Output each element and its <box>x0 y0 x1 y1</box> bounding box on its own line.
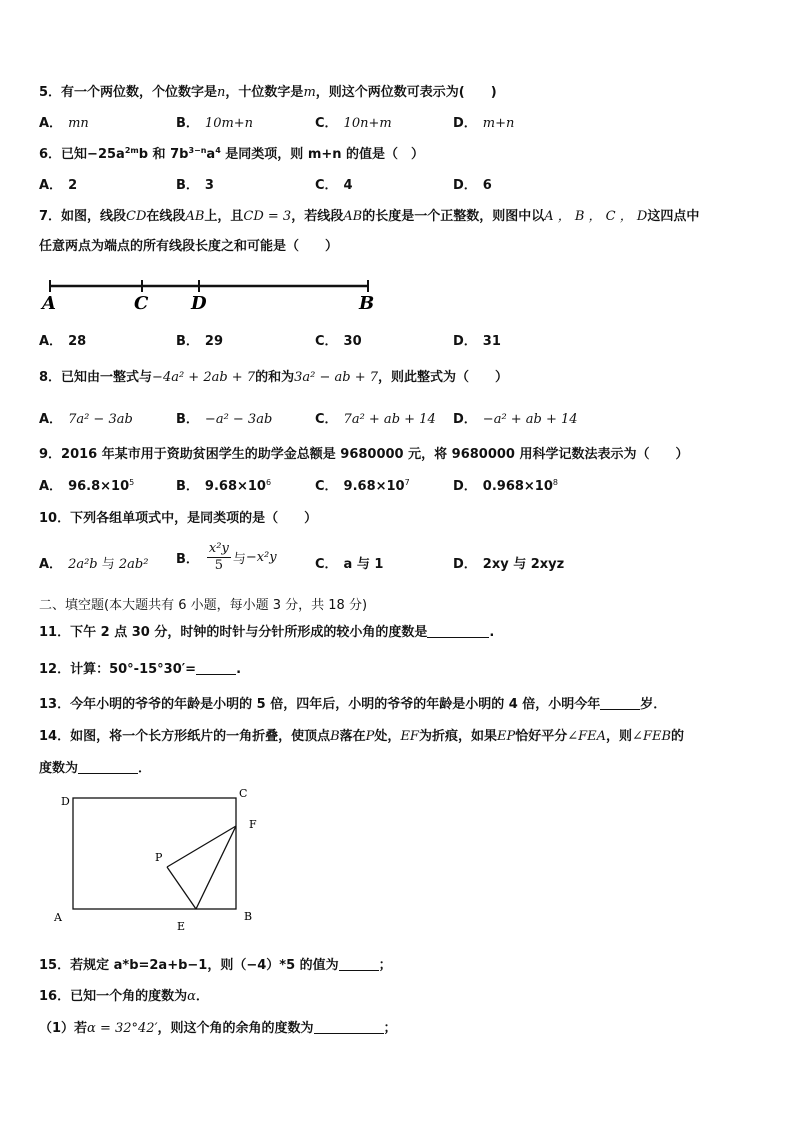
q7-stem-line1: 7．如图，线段CD在线段AB上，且CD = 3，若线段AB的长度是一个正整数，则图中以A ， B ， C ， D这四点中 <box>39 209 700 224</box>
q10-option-c[interactable]: C． a 与 1 <box>315 557 384 572</box>
label-a: A <box>42 293 56 314</box>
q8-stem: 8．已知由一整式与−4a² + 2ab + 7的和为3a² − ab + 7，则此整式为（ ） <box>39 370 509 385</box>
q8-option-a[interactable]: A． 7a² − 3ab <box>39 412 133 427</box>
segment-pe <box>167 867 196 909</box>
q7-option-b[interactable]: B． 29 <box>176 334 224 349</box>
q7-option-d[interactable]: D． 31 <box>453 334 501 349</box>
q12-answer-blank[interactable] <box>196 661 236 675</box>
q15-stem: 15．若规定 a*b=2a+b−1，则（−4）*5 的值为 ； <box>39 958 392 973</box>
q10-option-a[interactable]: A． 2a²b 与 2ab² <box>39 557 149 572</box>
q6-option-b[interactable]: B． 3 <box>176 178 214 193</box>
q13-stem: 13．今年小明的爷爷的年龄是小明的 5 倍，四年后，小明的爷爷的年龄是小明的 4 倍，小明今年 岁． <box>39 697 667 712</box>
q10-stem: 10．下列各组单项式中，是同类项的是（ ） <box>39 511 318 526</box>
label-a: A <box>54 911 62 924</box>
q15-answer-blank[interactable] <box>339 957 379 971</box>
q7-option-c[interactable]: C． 30 <box>315 334 362 349</box>
q16-part1-answer-blank[interactable] <box>314 1020 384 1034</box>
q16-part1: （1）若α = 32°42′，则这个角的余角的度数为 ； <box>39 1021 397 1036</box>
label-d: D <box>191 293 207 314</box>
q9-option-b[interactable]: B． $9.68\times 10^6$ <box>176 478 272 494</box>
q14-answer-blank[interactable] <box>78 760 138 774</box>
q7-option-a[interactable]: A． 28 <box>39 334 87 349</box>
segment-diagram <box>36 274 386 316</box>
q5-option-a[interactable]: A． mn <box>39 116 89 131</box>
folded-rectangle-diagram <box>48 784 280 936</box>
q11-stem: 11．下午 2 点 30 分，时钟的时针与分针所形成的较小角的度数是 . <box>39 625 495 640</box>
q9-option-c[interactable]: C． $9.68\times 10^7$ <box>315 478 410 494</box>
q14-stem-line1: 14．如图，将一个长方形纸片的一角折叠，使顶点B落在P处，EF为折痕，如果EP恰好平分∠FEA，则∠FEB的 <box>39 729 685 744</box>
q8-option-b[interactable]: B． −a² − 3ab <box>176 412 273 427</box>
q5-stem: 5．有一个两位数，个位数字是n，十位数字是m，则这个两位数可表示为( ) <box>39 85 497 100</box>
label-b: B <box>244 910 253 923</box>
q12-stem: 12．计算：50°-15°30′= . <box>39 662 242 677</box>
label-c: C <box>134 293 149 314</box>
label-e: E <box>177 920 186 933</box>
q14-stem-line2: 度数为 ． <box>39 761 152 776</box>
q16-stem: 16．已知一个角的度数为α． <box>39 989 209 1004</box>
q6-option-d[interactable]: D． 6 <box>453 178 492 193</box>
q9-option-a[interactable]: A． $96.8\times 10^5$ <box>39 478 135 494</box>
label-b: B <box>359 293 375 314</box>
q6-option-c[interactable]: C． 4 <box>315 178 353 193</box>
q13-answer-blank[interactable] <box>600 696 640 710</box>
q8-option-c[interactable]: C． 7a² + ab + 14 <box>315 412 436 427</box>
q10-option-b[interactable]: B． $\frac{\text{x²y}}{5}$ 与−x²y <box>176 541 277 573</box>
section-heading-fill-in: 二、填空题(本大题共有 6 小题，每小题 3 分，共 18 分) <box>39 598 368 613</box>
q6-stem: 6．已知$-25a^{2m}b$ 和 $7b^{3-n}a^4$ 是同类项，则 m+n 的值是（ ） <box>39 146 425 162</box>
q11-answer-blank[interactable] <box>427 624 489 638</box>
fraction: $\frac{\text{x²y}}{5}$ <box>208 541 229 573</box>
label-f: F <box>249 818 257 831</box>
q5-option-b[interactable]: B． 10m+n <box>176 116 254 131</box>
q6-option-a[interactable]: A． 2 <box>39 178 78 193</box>
q5-option-d[interactable]: D． m+n <box>453 116 515 131</box>
q9-option-d[interactable]: D． $0.968\times 10^8$ <box>453 478 558 494</box>
q8-option-d[interactable]: D． −a² + ab + 14 <box>453 412 578 427</box>
q9-stem: 9．2016 年某市用于资助贫困学生的助学金总额是 9680000 元，将 9680000 用科学记数法表示为（ ） <box>39 447 689 462</box>
label-c: C <box>239 787 248 800</box>
q5-option-c[interactable]: C． 10n+m <box>315 116 392 131</box>
q10-option-d[interactable]: D． 2xy 与 2xyz <box>453 557 565 572</box>
label-d: D <box>61 795 70 808</box>
label-p: P <box>155 851 163 864</box>
q7-stem-line2: 任意两点为端点的所有线段长度之和可能是（ ） <box>39 239 339 254</box>
